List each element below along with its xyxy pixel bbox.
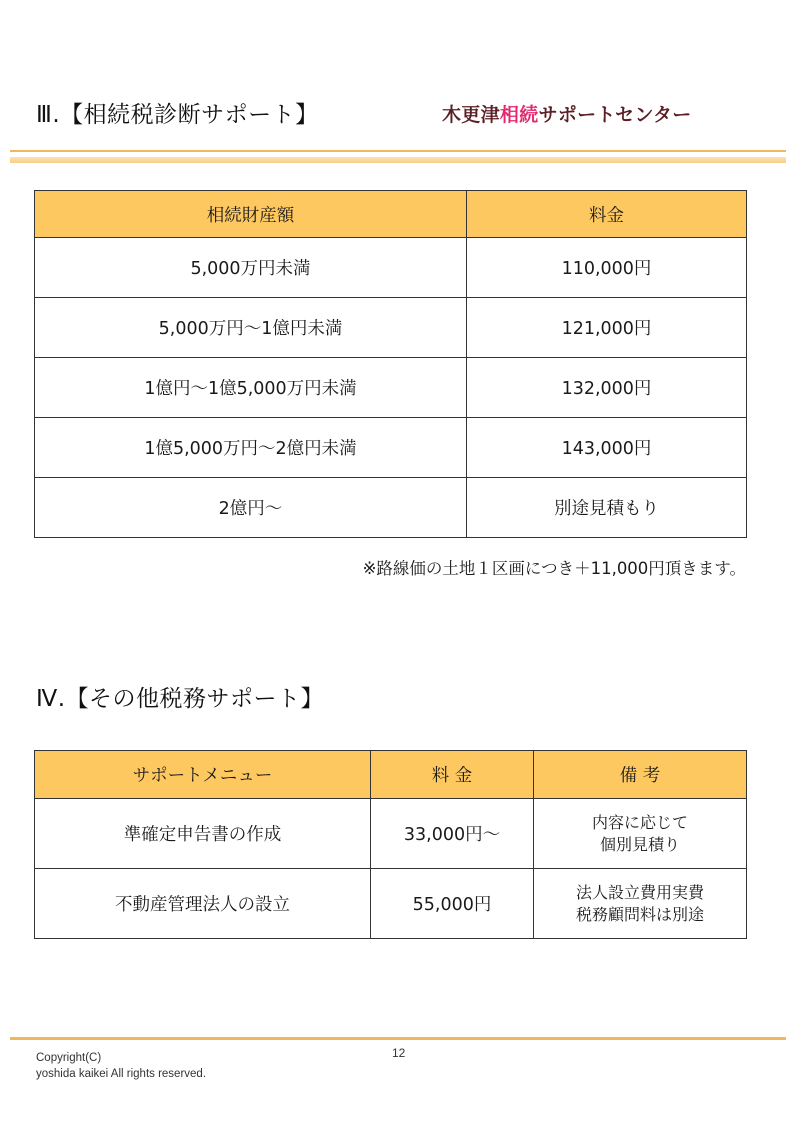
fee-cell: 132,000円 xyxy=(467,358,747,418)
support-menu-cell: 準確定申告書の作成 xyxy=(35,799,371,869)
estate-amount-cell: 5,000万円～1億円未満 xyxy=(35,298,467,358)
table-row xyxy=(35,478,747,538)
fee-cell: 33,000円～ xyxy=(371,799,534,869)
remarks-line: 個別見積り xyxy=(599,834,680,854)
estate-amount-cell: 1億5,000万円～2億円未満 xyxy=(35,418,467,478)
table-row xyxy=(35,869,747,939)
brand-part1: 木更津 xyxy=(442,104,500,126)
fee-cell: 110,000円 xyxy=(467,238,747,298)
table-row xyxy=(35,418,747,478)
header-estate-amount: 相続財産額 xyxy=(35,191,467,238)
header-support-menu: サポートメニュー xyxy=(35,751,371,799)
estate-amount-cell: 5,000万円未満 xyxy=(35,238,467,298)
header-fee: 料 金 xyxy=(371,751,534,799)
inheritance-tax-fee-table xyxy=(34,190,747,538)
remarks-line: 税務顧問料は別途 xyxy=(575,904,704,924)
remarks-cell xyxy=(534,869,747,939)
table-row xyxy=(35,238,747,298)
header-fee: 料金 xyxy=(467,191,747,238)
section4-heading: Ⅳ.【その他税務サポート】 xyxy=(36,686,325,712)
remarks-line: 法人設立費用実費 xyxy=(575,882,704,902)
copyright-line2: yoshida kaikei All rights reserved. xyxy=(36,1068,207,1080)
brand-logo-text xyxy=(442,100,692,127)
header-divider-band xyxy=(10,157,786,163)
fee-cell: 55,000円 xyxy=(371,869,534,939)
estate-amount-cell: 1億円～1億5,000万円未満 xyxy=(35,358,467,418)
brand-part3: サポートセンター xyxy=(538,104,692,126)
fee-cell: 143,000円 xyxy=(467,418,747,478)
page-number: 12 xyxy=(392,1046,406,1060)
header-divider-line xyxy=(10,150,786,152)
support-menu-cell: 不動産管理法人の設立 xyxy=(35,869,371,939)
estate-amount-cell: 2億円～ xyxy=(35,478,467,538)
section3-heading: Ⅲ.【相続税診断サポート】 xyxy=(36,102,319,128)
table-row xyxy=(35,358,747,418)
table-header-row xyxy=(35,191,747,238)
route-price-note: ※路線価の土地１区画につき＋11,000円頂きます。 xyxy=(362,559,746,578)
copyright-line1: Copyright(C) xyxy=(36,1052,102,1064)
brand-part2: 相続 xyxy=(499,104,539,126)
table-row xyxy=(35,298,747,358)
other-tax-support-table xyxy=(34,750,747,939)
copyright-text xyxy=(36,1050,206,1082)
fee-cell: 121,000円 xyxy=(467,298,747,358)
remarks-cell xyxy=(534,799,747,869)
header-remarks: 備 考 xyxy=(534,751,747,799)
table-header-row xyxy=(35,751,747,799)
footer-divider-line xyxy=(10,1037,786,1040)
fee-cell: 別途見積もり xyxy=(467,478,747,538)
remarks-line: 内容に応じて xyxy=(591,812,688,832)
table-row xyxy=(35,799,747,869)
